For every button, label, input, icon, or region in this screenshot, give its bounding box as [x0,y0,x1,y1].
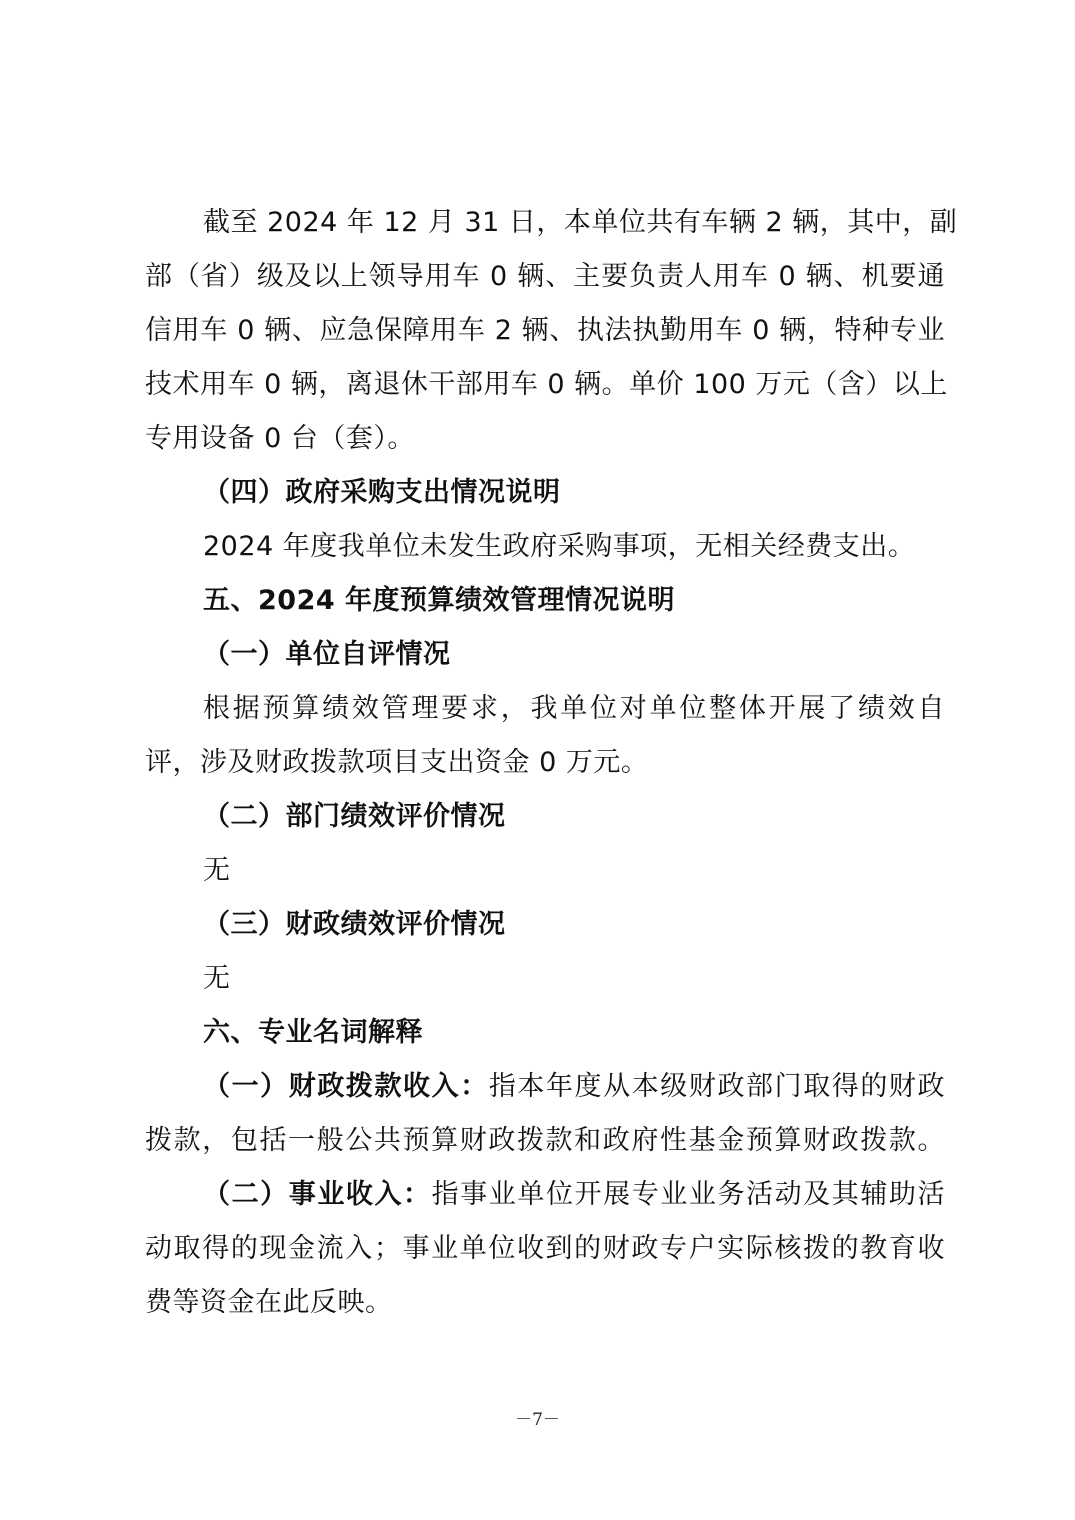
heading-procurement: （四）政府采购支出情况说明 [203,477,561,508]
paragraph-vehicles-line-4: 技术用车 0 辆，离退休干部用车 0 辆。单价 100 万元（含）以上 [145,369,948,400]
heading-fiscal-evaluation: （三）财政绩效评价情况 [203,909,506,940]
term-2-label: （二）事业收入： [203,1179,432,1210]
paragraph-self-evaluation-line-2: 评，涉及财政拨款项目支出资金 0 万元。 [145,747,649,778]
heading-section-6: 六、专业名词解释 [203,1017,423,1048]
term-2-text: 指事业单位开展专业业务活动及其辅助活 [431,1179,945,1210]
paragraph-vehicles-line-5: 专用设备 0 台（套）。 [145,423,415,454]
paragraph-vehicles-line-2: 部（省）级及以上领导用车 0 辆、主要负责人用车 0 辆、机要通 [145,261,945,292]
heading-department-evaluation: （二）部门绩效评价情况 [203,801,506,832]
page-number: －7－ [515,1410,560,1430]
term-2-line-3: 费等资金在此反映。 [145,1287,393,1318]
term-1-label: （一）财政拨款收入： [203,1071,489,1102]
text-fiscal-evaluation: 无 [203,963,231,994]
paragraph-self-evaluation-line-1: 根据预算绩效管理要求，我单位对单位整体开展了绩效自 [203,693,945,724]
term-2-line-2: 动取得的现金流入；事业单位收到的财政专户实际核拨的教育收 [145,1233,945,1264]
term-1-text: 指本年度从本级财政部门取得的财政 [488,1071,946,1102]
heading-self-evaluation: （一）单位自评情况 [203,639,451,670]
term-1-line-1 [145,1060,945,1114]
term-2-line-1 [145,1168,945,1222]
text-department-evaluation: 无 [203,855,231,886]
paragraph-vehicles-line-1: 截至 2024 年 12 月 31 日，本单位共有车辆 2 辆，其中，副 [203,207,958,238]
page-content [145,196,958,1330]
paragraph-procurement: 2024 年度我单位未发生政府采购事项，无相关经费支出。 [203,531,916,562]
term-1-line-2: 拨款，包括一般公共预算财政拨款和政府性基金预算财政拨款。 [145,1125,945,1156]
paragraph-vehicles-line-3: 信用车 0 辆、应急保障用车 2 辆、执法执勤用车 0 辆，特种专业 [145,315,945,346]
heading-section-5: 五、2024 年度预算绩效管理情况说明 [203,585,676,616]
